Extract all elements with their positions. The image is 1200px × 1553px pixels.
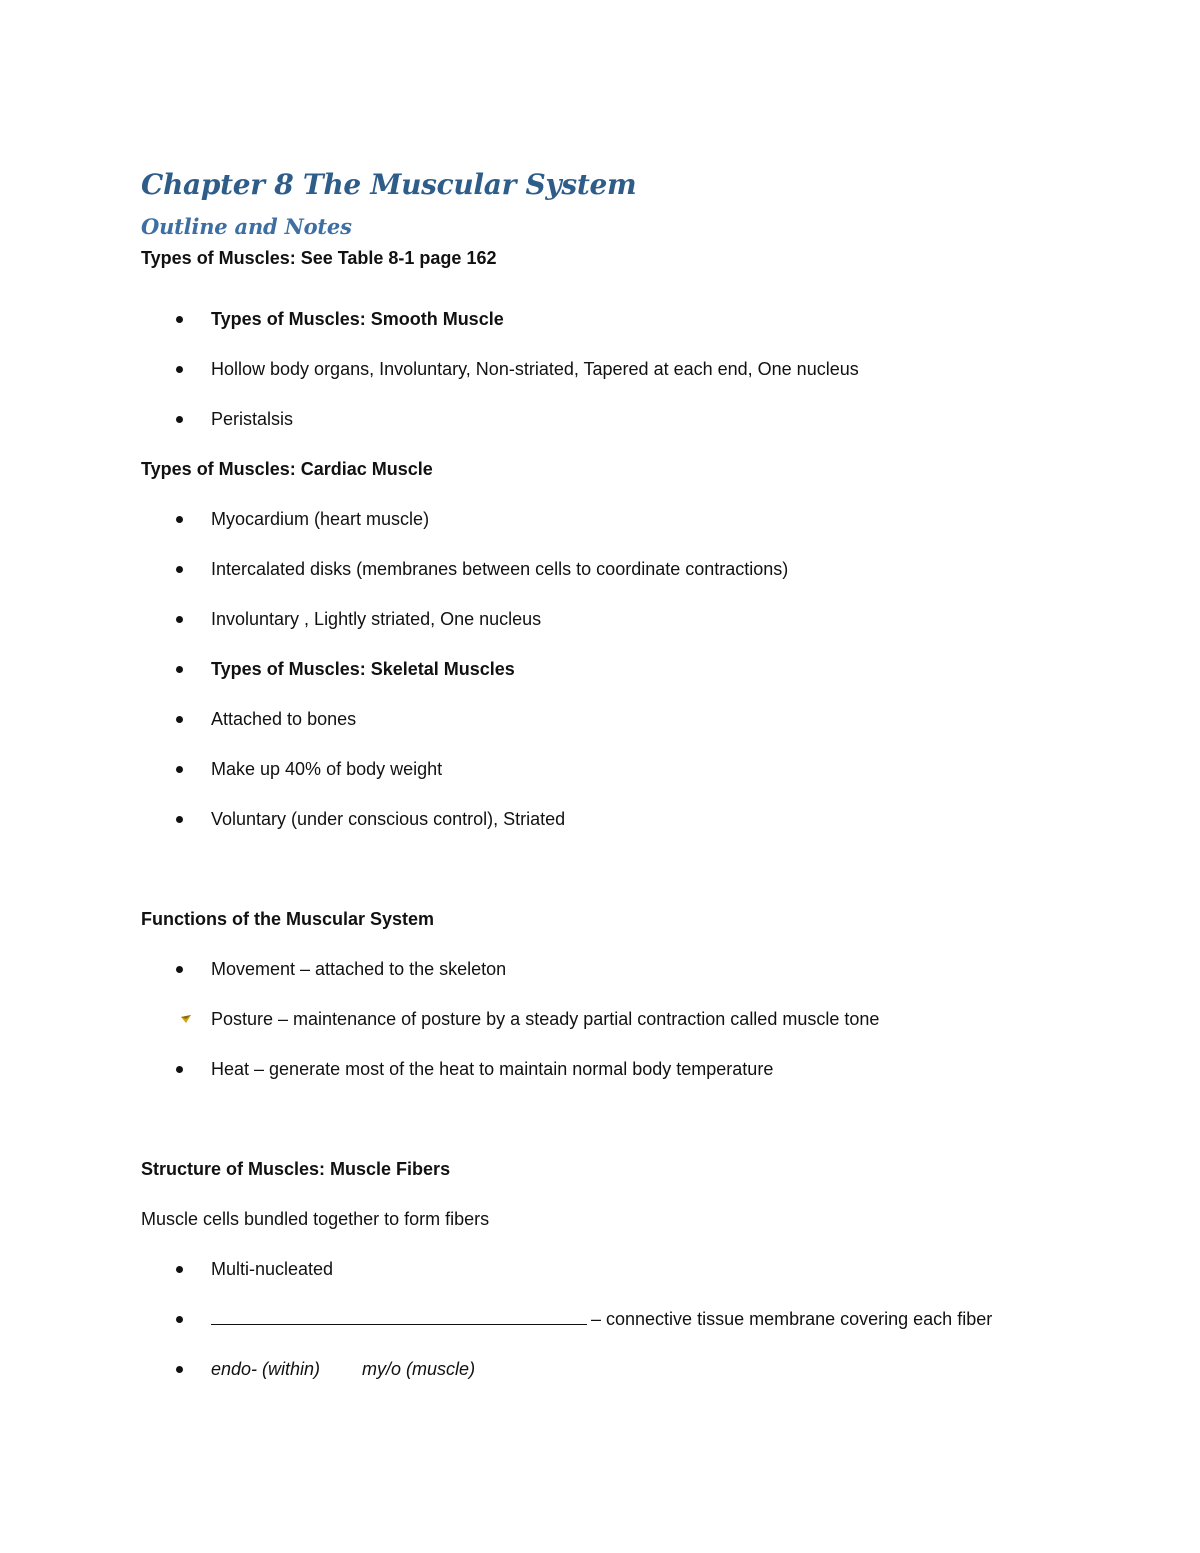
section-heading-cardiac: Types of Muscles: Cardiac Muscle [141,459,433,479]
document-page [141,160,1101,1394]
list-item-text: Make up 40% of body weight [211,759,443,779]
bullet-icon [176,716,183,723]
bullet-icon [176,366,183,373]
list-item [141,694,1101,744]
bullet-icon [176,316,183,323]
bullet-icon [176,516,183,523]
list-item-text: Multi-nucleated [211,1259,334,1279]
document-title: Chapter 8 The Muscular System [141,168,637,201]
list-item-text: Voluntary (under conscious control), Striated [211,809,566,829]
list-item [141,744,1101,794]
list-item-text: Peristalsis [211,409,294,429]
bullet-icon [176,1316,183,1323]
list-item-text: Intercalated disks (membranes between cells to coordinate contractions) [211,559,789,579]
list-item [141,294,1101,344]
list-item-text: Hollow body organs, Involuntary, Non-striated, Tapered at each end, One nucleus [211,359,859,379]
list-item-text: Heat – generate most of the heat to maintain normal body temperature [211,1059,774,1079]
list-item [141,944,1101,994]
spacer [141,1094,1101,1144]
bullet-icon [176,616,183,623]
list-item-text: endo- (within) [211,1359,321,1379]
list-item [141,344,1101,394]
list-item [141,994,1101,1044]
bullet-icon [176,1066,183,1073]
list-item [141,594,1101,644]
section-heading-structure: Structure of Muscles: Muscle Fibers [141,1159,451,1179]
list-item [141,1344,1101,1394]
bullet-icon [176,1366,183,1373]
bullet-icon [176,1266,183,1273]
bullet-icon [176,666,183,673]
list-item-text: Posture – maintenance of posture by a steady partial contraction called muscle tone [211,1009,880,1029]
list-item-text: Involuntary , Lightly striated, One nucleus [211,609,542,629]
list-item [141,394,1101,444]
list-item-heading: Types of Muscles: Skeletal Muscles [211,659,515,679]
list-item [141,1294,1101,1344]
spacer [141,844,1101,894]
list-item [141,794,1101,844]
list-item [141,544,1101,594]
list-item [141,1244,1101,1294]
list-item [141,494,1101,544]
list-item-text: Attached to bones [211,709,357,729]
list-item-text: Myocardium (heart muscle) [211,509,430,529]
list-item-heading: Types of Muscles: Smooth Muscle [211,309,504,329]
bullet-icon [176,566,183,573]
section-heading-functions: Functions of the Muscular System [141,909,435,929]
paragraph-text: Muscle cells bundled together to form fibers [141,1209,490,1229]
bullet-icon [176,416,183,423]
list-item-text: my/o (muscle) [362,1359,476,1379]
bullet-icon [176,816,183,823]
list-item-text: Movement – attached to the skeleton [211,959,507,979]
document-subtitle: Outline and Notes [141,214,352,239]
list-item [141,1044,1101,1094]
section-heading-types: Types of Muscles: See Table 8-1 page 162 [141,248,497,268]
star-bullet-icon [180,1012,192,1024]
fill-in-blank [211,1304,587,1325]
bullet-icon [176,766,183,773]
list-item-text: – connective tissue membrane covering each fiber [591,1309,993,1329]
bullet-icon [176,966,183,973]
list-item [141,644,1101,694]
